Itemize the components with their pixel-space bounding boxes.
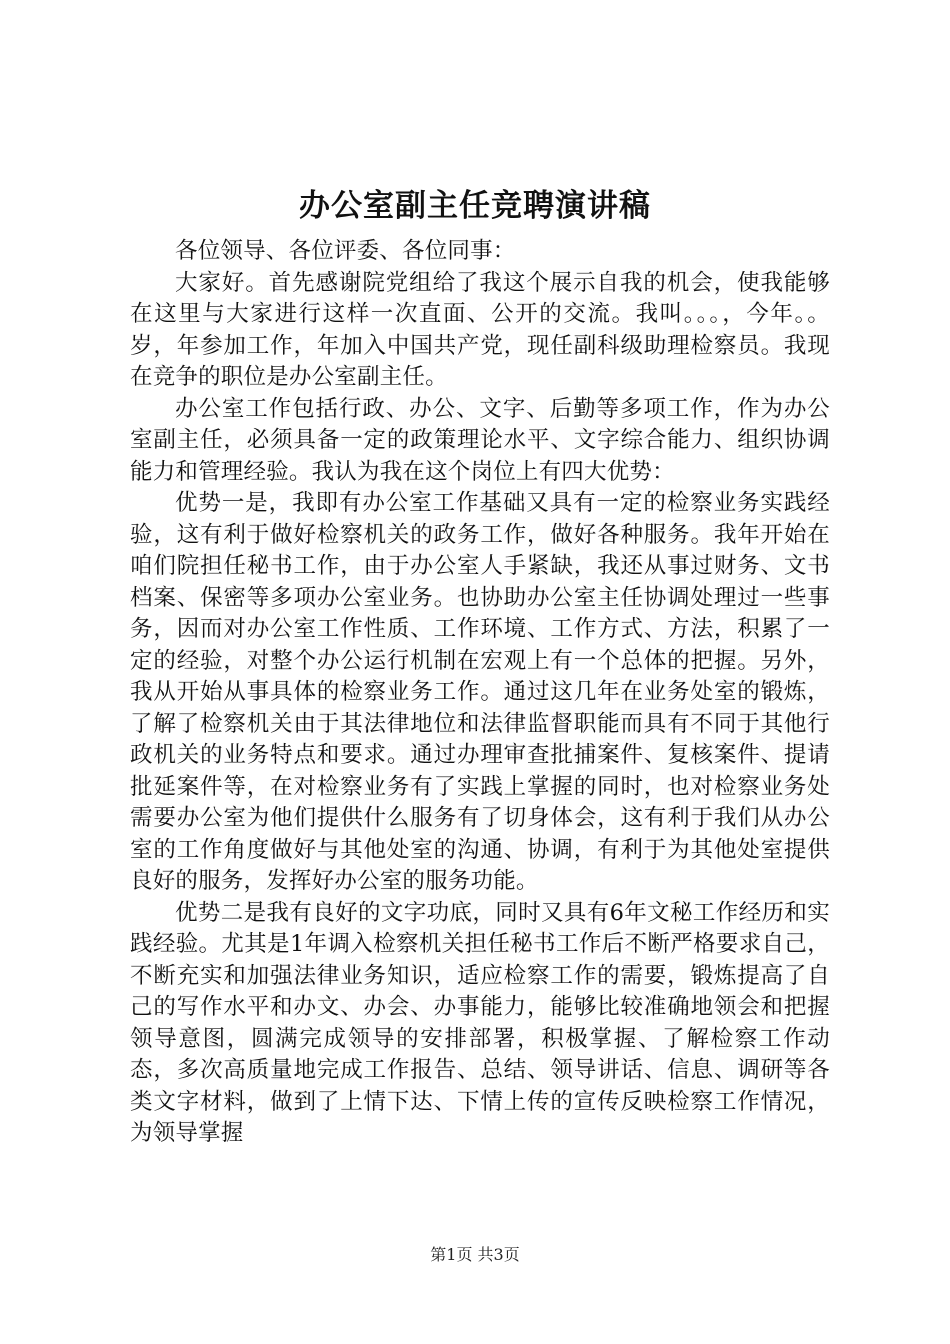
document-title: 办公室副主任竞聘演讲稿 <box>299 188 651 224</box>
page-total: 共3页 <box>477 1245 520 1264</box>
job-overview-paragraph: 办公室工作包括行政、办公、文字、后勤等多项工作，作为办公室副主任，必须具备一定的政策理论水平、文字综合能力、组织协调能力和管理经验。我认为我在这个岗位上有四大优势： <box>130 395 830 485</box>
introduction-paragraph: 大家好。首先感谢院党组给了我这个展示自我的机会，使我能够在这里与大家进行这样一次直面、公开的交流。我叫。。。，今年。。岁，年参加工作，年加入中国共产党，现任副科级助理检察员。我现在竞争的职位是办公室副主任。 <box>130 269 830 390</box>
salutation-paragraph: 各位领导、各位评委、各位同事： <box>175 238 516 264</box>
document-body <box>130 236 830 1150</box>
page-number: 第1页 <box>430 1245 473 1264</box>
advantage-two-paragraph: 优势二是我有良好的文字功底，同时又具有6年文秘工作经历和实践经验。尤其是1年调入检察机关担任秘书工作后不断严格要求自己，不断充实和加强法律业务知识，适应检察工作的需要，锻炼提高了自己的写作水平和办文、办会、办事能力，能够比较准确地领会和把握领导意图，圆满完成领导的安排部署，积极掌握、了解检察工作动态，多次高质量地完成工作报告、总结、领导讲话、信息、调研等各类文字材料，做到了上情下达、下情上传的宣传反映检察工作情况，为领导掌握 <box>130 899 830 1146</box>
page-footer <box>0 1244 950 1266</box>
advantage-one-paragraph: 优势一是，我即有办公室工作基础又具有一定的检察业务实践经验，这有利于做好检察机关的政务工作，做好各种服务。我年开始在咱们院担任秘书工作，由于办公室人手紧缺，我还从事过财务、文书档案、保密等多项办公室业务。也协助办公室主任协调处理过一些事务，因而对办公室工作性质、工作环境、工作方式、方法，积累了一定的经验，对整个办公运行机制在宏观上有一个总体的把握。另外，我从开始从事具体的检察业务工作。通过这几年在业务处室的锻炼，了解了检察机关由于其法律地位和法律监督职能而具有不同于其他行政机关的业务特点和要求。通过办理审查批捕案件、复核案件、提请批延案件等，在对检察业务有了实践上掌握的同时，也对检察业务处需要办公室为他们提供什么服务有了切身体会，这有利于我们从办公室的工作角度做好与其他处室的沟通、协调，有利于为其他处室提供良好的服务，发挥好办公室的服务功能。 <box>130 490 830 894</box>
